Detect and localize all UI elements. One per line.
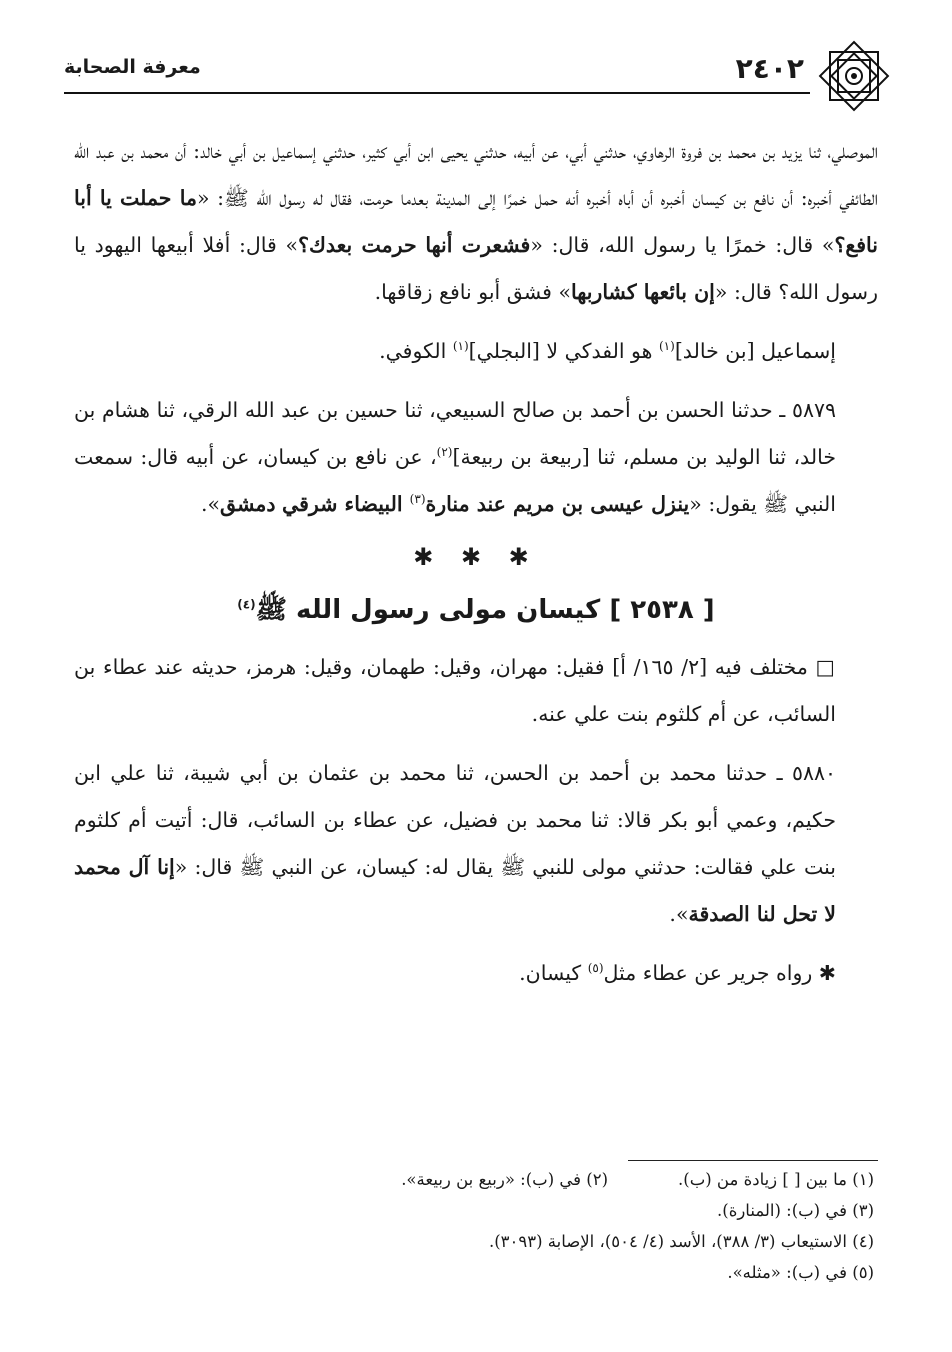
hadith-quote: البيضاء شرقي <box>282 492 410 516</box>
text-line: ابن أبي كثير، حدثني إسماعيل بن أبي خالد: أن محمد بن عبد الله الطائفي أخبره: أن <box>74 139 878 210</box>
text-line: □ مختلف فيه [٢/ ١٦٥/ أ] فقيل: مهران، وقيل: طهمان، وقيل: هرمز، حديثه <box>191 655 836 679</box>
hadith-5880 <box>74 750 878 938</box>
text-line: ٥٨٧٩ ـ حدثنا الحسن بن أحمد بن صالح السبيعي، ثنا حسين بن عبد الله الرقي، ثنا <box>156 398 836 422</box>
riwaya-note <box>74 950 878 997</box>
note-text: إسماعيل [بن خالد] <box>674 339 836 363</box>
footnote-ref: (١) <box>452 339 469 354</box>
footnote-1: (١) ما بين [ ] زيادة من (ب). <box>678 1170 874 1189</box>
text-line: ابن حكيم، وعمي أبو بكر قالا: ثنا محمد بن فضيل، عن عطاء بن السائب، قال: أتيت <box>74 761 836 832</box>
note-text: هو الفدكي لا [البجلي] <box>468 339 659 363</box>
text-line: ، عن نافع بن كيسان، عن <box>221 445 437 469</box>
footnote-ref: (٤) <box>237 597 256 612</box>
text-line: ». <box>669 902 689 926</box>
hadith-quote: ما حملت يا أبا نافع؟ <box>74 186 878 257</box>
text-line: » فشق <box>506 280 572 304</box>
note-text: ✱ رواه جرير عن عطاء مثل <box>603 961 836 985</box>
footnote-row <box>74 1164 874 1195</box>
text-line: » قال: خمرًا يا رسول الله، قال: « <box>530 233 835 257</box>
footnote-ref: (١) <box>658 339 675 354</box>
note-text: كيسان. <box>519 961 588 985</box>
hadith-quote: فشعرت أنها <box>425 233 531 257</box>
text-line: أبيه قال: سمعت النبي ﷺ يقول: « <box>74 445 836 516</box>
section-intro <box>74 644 878 738</box>
main-text <box>74 128 878 997</box>
section-heading <box>74 587 878 634</box>
narrator-note <box>74 328 878 375</box>
footnote-4: (٤) الاستيعاب (٣/ ٣٨٨)، الأسد (٤/ ٥٠٤)، الإصابة (٣٠٩٣). <box>488 1232 874 1251</box>
footnote-rule <box>628 1160 878 1161</box>
text-line: أم كلثوم بنت علي فقالت: حدثني مولى للنبي ﷺ يقال له: كيسان، عن النبي ﷺ قال: <box>74 808 836 879</box>
footnote-2: (٢) في (ب): «ربيع بن ربيعة». <box>401 1170 609 1189</box>
footnote-ref: (٣) <box>409 492 426 507</box>
footnotes <box>74 1164 874 1288</box>
hadith-quote: حرمت بعدك؟ <box>298 233 417 257</box>
header-rule <box>64 92 810 94</box>
footnote-ref: (٢) <box>436 445 453 460</box>
octagram-ornament-icon <box>816 38 892 114</box>
text-line: أبو نافع زقاقها. <box>374 280 501 304</box>
text-line: رسول الله ﷺ: « <box>196 186 306 210</box>
text-line: الموصلي، ثنا يزيد بن محمد بن فروة الرهاوي، حدثني أبي، عن أبيه، حدثني يحيى <box>440 139 878 163</box>
footnote-3: (٣) في (ب): (المنارة). <box>717 1201 874 1220</box>
hadith-quote: ينزل عيسى بن مريم عند منارة <box>425 492 690 516</box>
running-title: معرفة الصحابة <box>64 56 201 78</box>
hadith-quote: إن بائعها كشاربها <box>571 280 715 304</box>
page-number: ٢٤٠٢ <box>735 52 804 85</box>
hadith-quote: دمشق <box>220 492 276 516</box>
text-line: هشام بن خالد، ثنا الوليد بن مسلم، ثنا [ربيعة بن ربيعة] <box>74 398 836 469</box>
page-header <box>64 50 892 98</box>
note-text: الكوفي. <box>379 339 453 363</box>
section-title: [ ٢٥٣٨ ] كيسان مولى رسول الله ﷺ <box>255 595 715 625</box>
text-line: عند عطاء بن السائب، عن أم كلثوم بنت علي عنه. <box>74 655 836 726</box>
hadith-5879 <box>74 387 878 528</box>
text-line: ٥٨٨٠ ـ حدثنا محمد بن أحمد بن الحسن، ثنا محمد بن عثمان بن أبي شيبة، ثنا علي <box>110 761 836 785</box>
footnote-ref: (٥) <box>587 961 604 976</box>
text-line: نافع بن كيسان أخبره أن أباه أخبره أنه حمل خمرًا إلى المدينة بعدما حرمت، فقال له <box>312 186 775 210</box>
hadith-quote: إنا آل محمد لا تحل لنا الصدقة <box>74 855 836 926</box>
text-line: « <box>174 855 188 879</box>
section-separator: ✱ ✱ ✱ <box>413 543 539 571</box>
text-line: » قال: أفلا أبيعها اليهود يا رسول الله؟ قال: « <box>74 233 878 304</box>
footnote-5: (٥) في (ب): «مثله». <box>727 1263 874 1282</box>
paragraph-hadith-continuation <box>74 128 878 316</box>
text-line: ». <box>200 492 221 516</box>
